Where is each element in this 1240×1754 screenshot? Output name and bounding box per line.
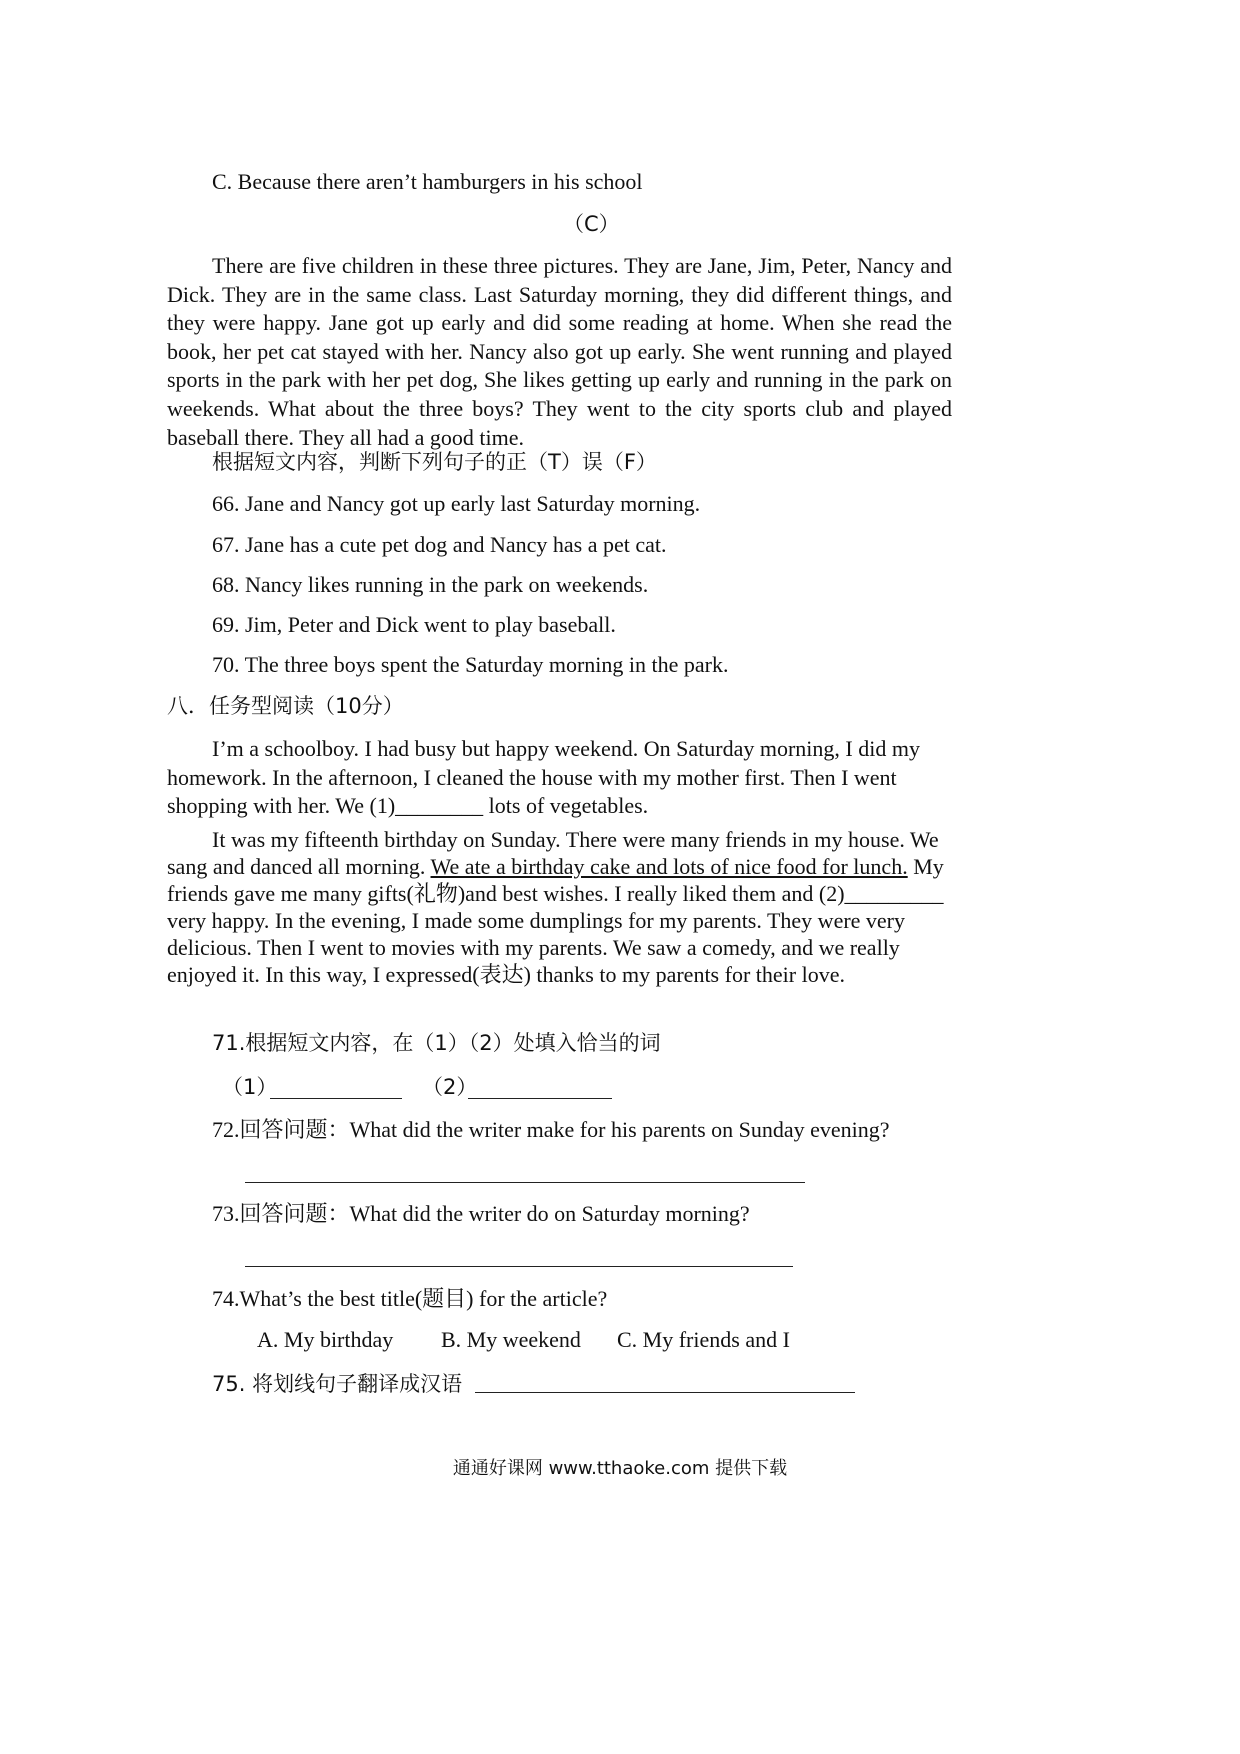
q75-answer-line[interactable]	[475, 1392, 855, 1393]
tf-item-70: 70. The three boys spent the Saturday morning in the park.	[212, 652, 729, 677]
passage8-paragraph-2	[167, 826, 952, 988]
passage8-p2-before: It was my fifteenth birthday on Sunday. There were many friends in my house. We sang and danced all morning.	[167, 827, 939, 879]
tf-item-69: 69. Jim, Peter and Dick went to play baseball.	[212, 612, 616, 637]
q74-option-c[interactable]: C. My friends and I	[617, 1327, 790, 1352]
question-73: 73.回答问题：What did the writer do on Saturday morning?	[212, 1201, 750, 1226]
footer-credit: 通通好课网 www.tthaoke.com 提供下载	[452, 1458, 788, 1479]
question-74: 74.What’s the best title(题目) for the article?	[212, 1286, 608, 1311]
passage-c	[167, 252, 952, 452]
q71-blank2-label: （2）	[422, 1075, 478, 1099]
tf-instruction: 根据短文内容，判断下列句子的正（T）误（F）	[212, 450, 657, 474]
question-75	[212, 1370, 462, 1398]
q71-blank1-line[interactable]	[270, 1098, 402, 1099]
passage8-paragraph-1	[167, 735, 952, 821]
q71-blank1-label: （1）	[222, 1075, 278, 1099]
question-75-text: 75. 将划线句子翻译成汉语	[212, 1372, 463, 1396]
q72-answer-line[interactable]	[245, 1182, 805, 1183]
passage8-p2-after: My friends gave me many gifts(礼物)and best wishes. I really liked them and (2)_________ very happy. In the evening, I made some dumplings for my parents. They were very delicious. Then I went to movies with my parents. We saw a comedy, and we really enjoyed it. In this way, I expressed(表达) thanks to my parents for their love.	[167, 854, 944, 987]
passage8-p2	[167, 826, 952, 988]
q71-blank2-line[interactable]	[468, 1098, 612, 1099]
question-72: 72.回答问题：What did the writer make for his parents on Sunday evening?	[212, 1117, 890, 1142]
q74-option-b[interactable]: B. My weekend	[441, 1327, 581, 1352]
section8-title: 八．任务型阅读（10分）	[167, 694, 404, 718]
q73-answer-line[interactable]	[245, 1266, 793, 1267]
tf-item-66: 66. Jane and Nancy got up early last Saturday morning.	[212, 491, 701, 516]
option-c-text: C. Because there aren’t hamburgers in his school	[212, 169, 643, 194]
underlined-sentence: We ate a birthday cake and lots of nice food for lunch.	[430, 854, 908, 879]
question-71: 71.根据短文内容，在（1）（2）处填入恰当的词	[212, 1031, 661, 1055]
q74-option-a[interactable]: A. My birthday	[257, 1327, 394, 1352]
passage-c-text: There are five children in these three pictures. They are Jane, Jim, Peter, Nancy and Dick. They are in the same class. Last Saturday morning, they did different things, and they were happy. Jane got up early and did some reading at home. When she read the book, her pet cat stayed with her. Nancy also got up early. She went running and played sports in the park with her pet dog, She likes getting up early and running in the park on weekends. What about the three boys? They went to the city sports club and played baseball there. They all had a good time.	[167, 253, 952, 450]
tf-item-67: 67. Jane has a cute pet dog and Nancy has a pet cat.	[212, 532, 667, 557]
section-c-label: （C）	[563, 212, 620, 236]
tf-item-68: 68. Nancy likes running in the park on weekends.	[212, 572, 649, 597]
passage8-p1-text: I’m a schoolboy. I had busy but happy weekend. On Saturday morning, I did my homework. In the afternoon, I cleaned the house with my mother first. Then I went shopping with her. We (1)________ lots of vegetables.	[167, 736, 920, 819]
